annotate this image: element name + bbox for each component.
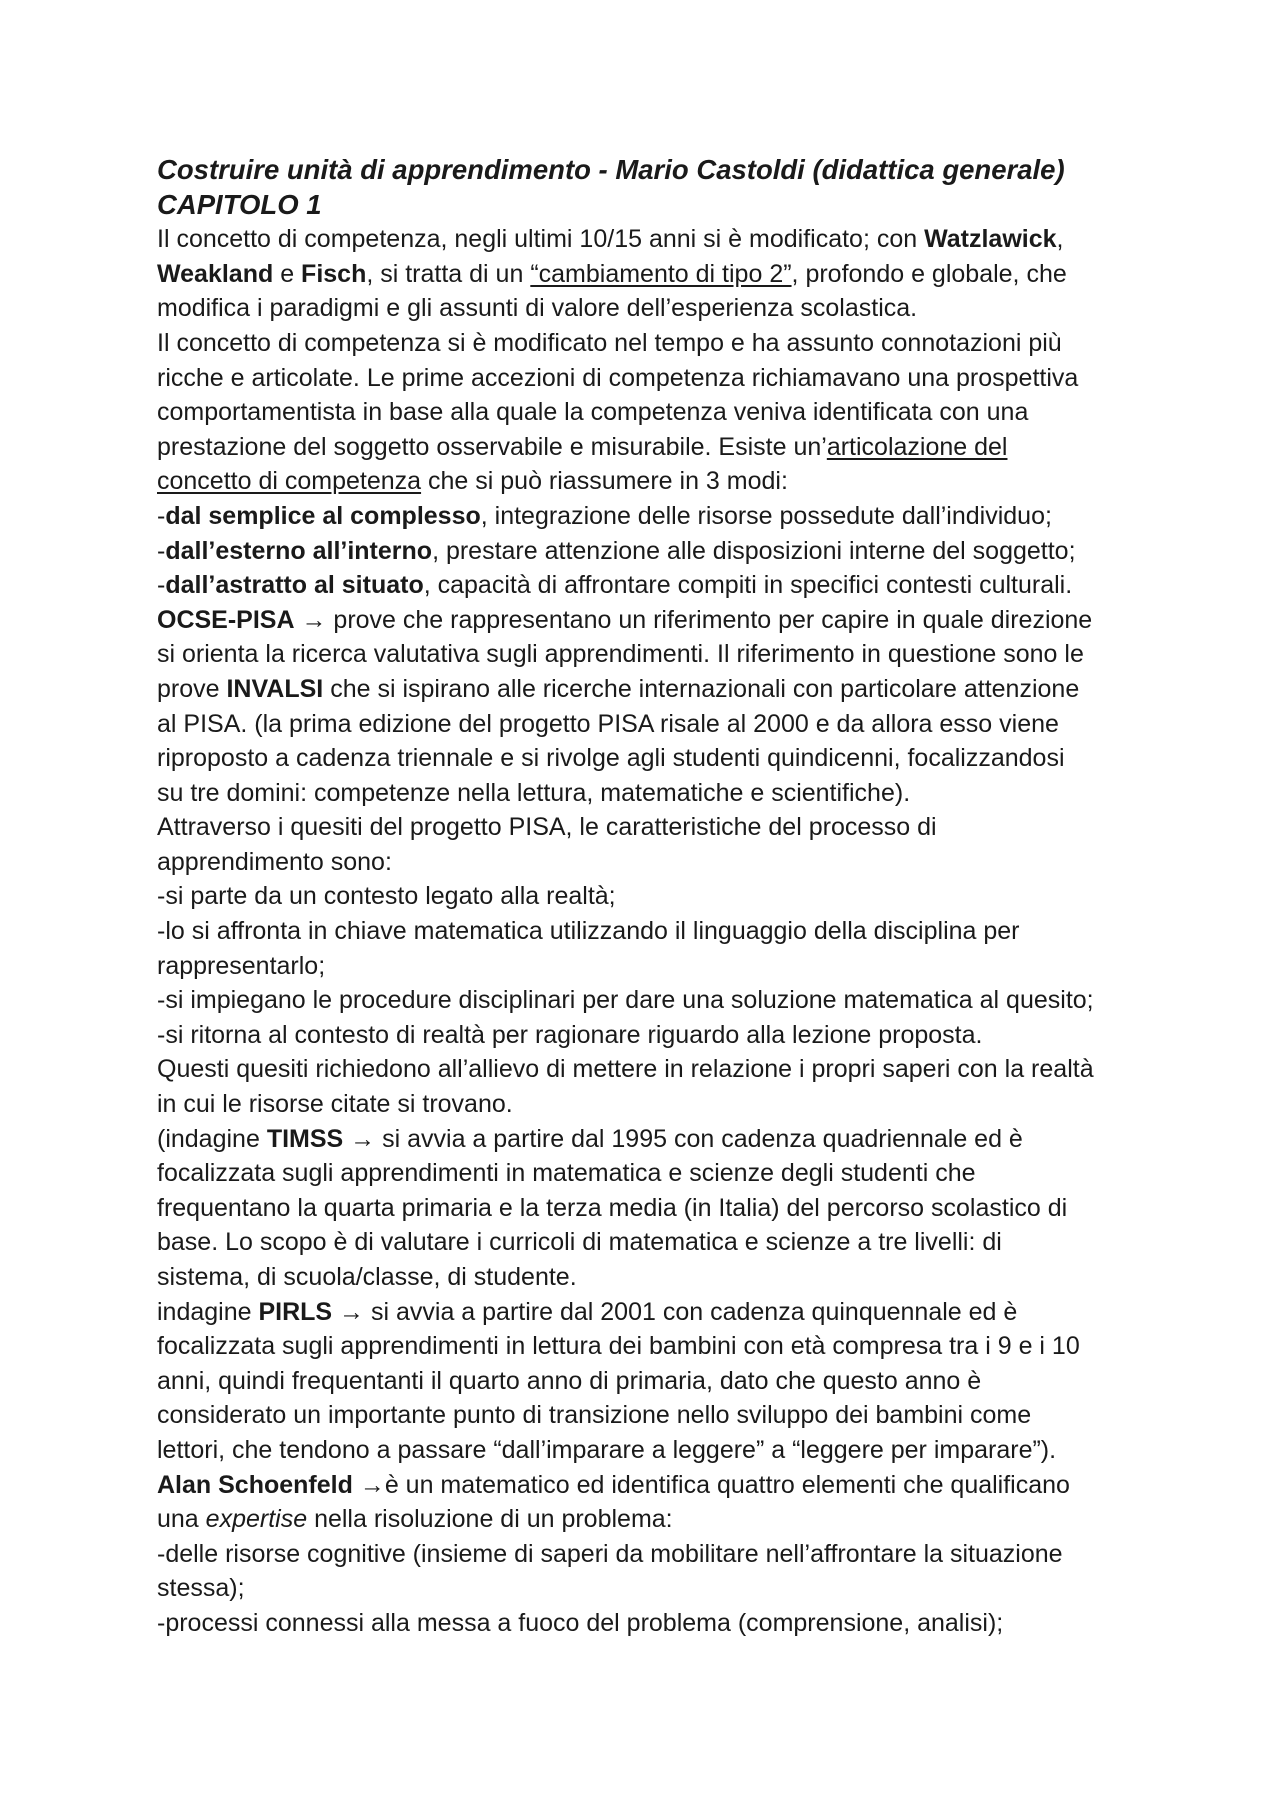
paragraph-line: modifica i paradigmi e gli assunti di valore dell’esperienza scolastica. xyxy=(157,294,918,323)
bold-term: PIRLS xyxy=(258,1297,333,1326)
text-span: e xyxy=(273,259,302,288)
paragraph-line xyxy=(157,672,1147,707)
paragraph-line: su tre domini: competenze nella lettura, matematiche e scientifiche). xyxy=(157,778,911,807)
paragraph-line: apprendimento sono: xyxy=(157,847,392,876)
bold-term: dall’esterno all’interno xyxy=(165,536,433,565)
text-span: , integrazione delle risorse possedute dall’individuo; xyxy=(480,501,1052,530)
paragraph-line xyxy=(157,1122,1147,1157)
paragraph-line xyxy=(157,464,1147,499)
list-item: -lo si affronta in chiave matematica utilizzando il linguaggio della disciplina per xyxy=(157,917,1020,946)
text-span: che si ispirano alle ricerche internazionali con particolare attenzione xyxy=(323,674,1080,703)
paragraph-line xyxy=(157,1295,1147,1330)
underlined-term: concetto di competenza xyxy=(157,467,422,496)
underlined-term: “cambiamento di tipo 2” xyxy=(530,259,792,288)
paragraph-line: Il concetto di competenza si è modificato nel tempo e ha assunto connotazioni più xyxy=(157,328,1062,357)
list-item: -si ritorna al contesto di realtà per ragionare riguardo alla lezione proposta. xyxy=(157,1020,983,1049)
text-span: (indagine xyxy=(157,1124,267,1153)
text-span: , capacità di affrontare compiti in specifici contesti culturali. xyxy=(423,571,1073,600)
text-span: nella risoluzione di un problema: xyxy=(307,1505,673,1534)
text-span: , xyxy=(1056,225,1064,254)
dash: - xyxy=(157,536,166,565)
document-body xyxy=(157,153,1147,1641)
paragraph-line: Attraverso i quesiti del progetto PISA, le caratteristiche del processo di xyxy=(157,813,937,842)
paragraph-line xyxy=(157,1468,1147,1503)
list-item: -processi connessi alla messa a fuoco del problema (comprensione, analisi); xyxy=(157,1608,1004,1637)
underlined-term: articolazione del xyxy=(826,432,1008,461)
list-item xyxy=(157,568,1147,603)
text-span: prove xyxy=(157,674,227,703)
bold-term: Alan Schoenfeld xyxy=(157,1470,353,1499)
chapter-heading: CAPITOLO 1 xyxy=(157,188,322,220)
paragraph-line xyxy=(157,1502,1147,1537)
text-span: → si avvia a partire dal 2001 con cadenza quinquennale ed è xyxy=(332,1297,1018,1326)
paragraph-line: in cui le risorse citate si trovano. xyxy=(157,1090,513,1119)
paragraph-line: sistema, di scuola/classe, di studente. xyxy=(157,1263,577,1291)
list-item: -si parte da un contesto legato alla realtà; xyxy=(157,882,616,911)
paragraph-line: al PISA. (la prima edizione del progetto PISA risale al 2000 e da allora esso viene xyxy=(157,709,1059,738)
list-item: -delle risorse cognitive (insieme di saperi da mobilitare nell’affrontare la situazione xyxy=(157,1539,1063,1568)
bold-term: Watzlawick xyxy=(924,225,1057,254)
bold-term: Weakland xyxy=(157,259,274,288)
paragraph-line: anni, quindi frequentanti il quarto anno di primaria, dato che questo anno è xyxy=(157,1366,982,1395)
bold-term: OCSE-PISA xyxy=(157,605,295,634)
paragraph-line: lettori, che tendono a passare “dall’imparare a leggere” a “leggere per imparare”). xyxy=(157,1435,1057,1464)
text-span: → prove che rappresentano un riferimento per capire in quale direzione xyxy=(294,605,1093,634)
text-span: che si può riassumere in 3 modi: xyxy=(421,467,788,496)
paragraph-line: focalizzata sugli apprendimenti in lettura dei bambini con età compresa tra i 9 e i 10 xyxy=(157,1332,1080,1361)
document-title xyxy=(157,153,1147,222)
text-span: , si tratta di un xyxy=(366,259,531,288)
bold-term: Fisch xyxy=(301,259,367,288)
paragraph-line: considerato un importante punto di transizione nello sviluppo dei bambini come xyxy=(157,1401,1032,1430)
list-item: rappresentarlo; xyxy=(157,951,326,980)
paragraph-line xyxy=(157,257,1147,292)
text-span: prestazione del soggetto osservabile e misurabile. Esiste un’ xyxy=(157,432,827,461)
paragraph-line: frequentano la quarta primaria e la terza media (in Italia) del percorso scolastico di xyxy=(157,1193,1068,1222)
paragraph-line: si orienta la ricerca valutativa sugli apprendimenti. Il riferimento in questione sono le xyxy=(157,640,1084,669)
bold-term: INVALSI xyxy=(226,674,324,703)
text-span: indagine xyxy=(157,1297,259,1326)
text-span: , prestare attenzione alle disposizioni interne del soggetto; xyxy=(432,536,1076,565)
text-span: Il concetto di competenza, negli ultimi 10/15 anni si è modificato; con xyxy=(157,225,925,254)
list-item xyxy=(157,499,1147,534)
bold-term: TIMSS xyxy=(266,1124,344,1153)
paragraph-line xyxy=(157,222,1147,257)
paragraph-line xyxy=(157,603,1147,638)
text-span: , profondo e globale, che xyxy=(791,259,1067,288)
text-span: →è un matematico ed identifica quattro elementi che qualificano xyxy=(352,1470,1070,1499)
list-item: stessa); xyxy=(157,1574,245,1603)
paragraph-line: comportamentista in base alla quale la competenza veniva identificata con una xyxy=(157,398,1029,427)
title-line-1: Costruire unità di apprendimento - Mario Castoldi (didattica generale) xyxy=(157,154,1065,185)
italic-term: expertise xyxy=(205,1505,308,1534)
text-span: → si avvia a partire dal 1995 con cadenza quadriennale ed è xyxy=(343,1124,1023,1153)
paragraph-line: Questi quesiti richiedono all’allievo di mettere in relazione i propri saperi con la realtà xyxy=(157,1055,1094,1084)
paragraph-line: ricche e articolate. Le prime accezioni di competenza richiamavano una prospettiva xyxy=(157,363,1079,392)
dash: - xyxy=(157,571,166,600)
dash: - xyxy=(157,501,166,530)
paragraph-line xyxy=(157,430,1147,465)
text-span: una xyxy=(157,1505,206,1534)
paragraph-line: riproposto a cadenza triennale e si rivolge agli studenti quindicenni, focalizzandosi xyxy=(157,744,1065,773)
list-item xyxy=(157,534,1147,569)
bold-term: dall’astratto al situato xyxy=(165,571,424,600)
bold-term: dal semplice al complesso xyxy=(165,501,481,530)
list-item: -si impiegano le procedure disciplinari per dare una soluzione matematica al quesito; xyxy=(157,986,1094,1015)
paragraph-line: focalizzata sugli apprendimenti in matematica e scienze degli studenti che xyxy=(157,1159,976,1188)
paragraph-line: base. Lo scopo è di valutare i curricoli di matematica e scienze a tre livelli: di xyxy=(157,1228,1002,1257)
